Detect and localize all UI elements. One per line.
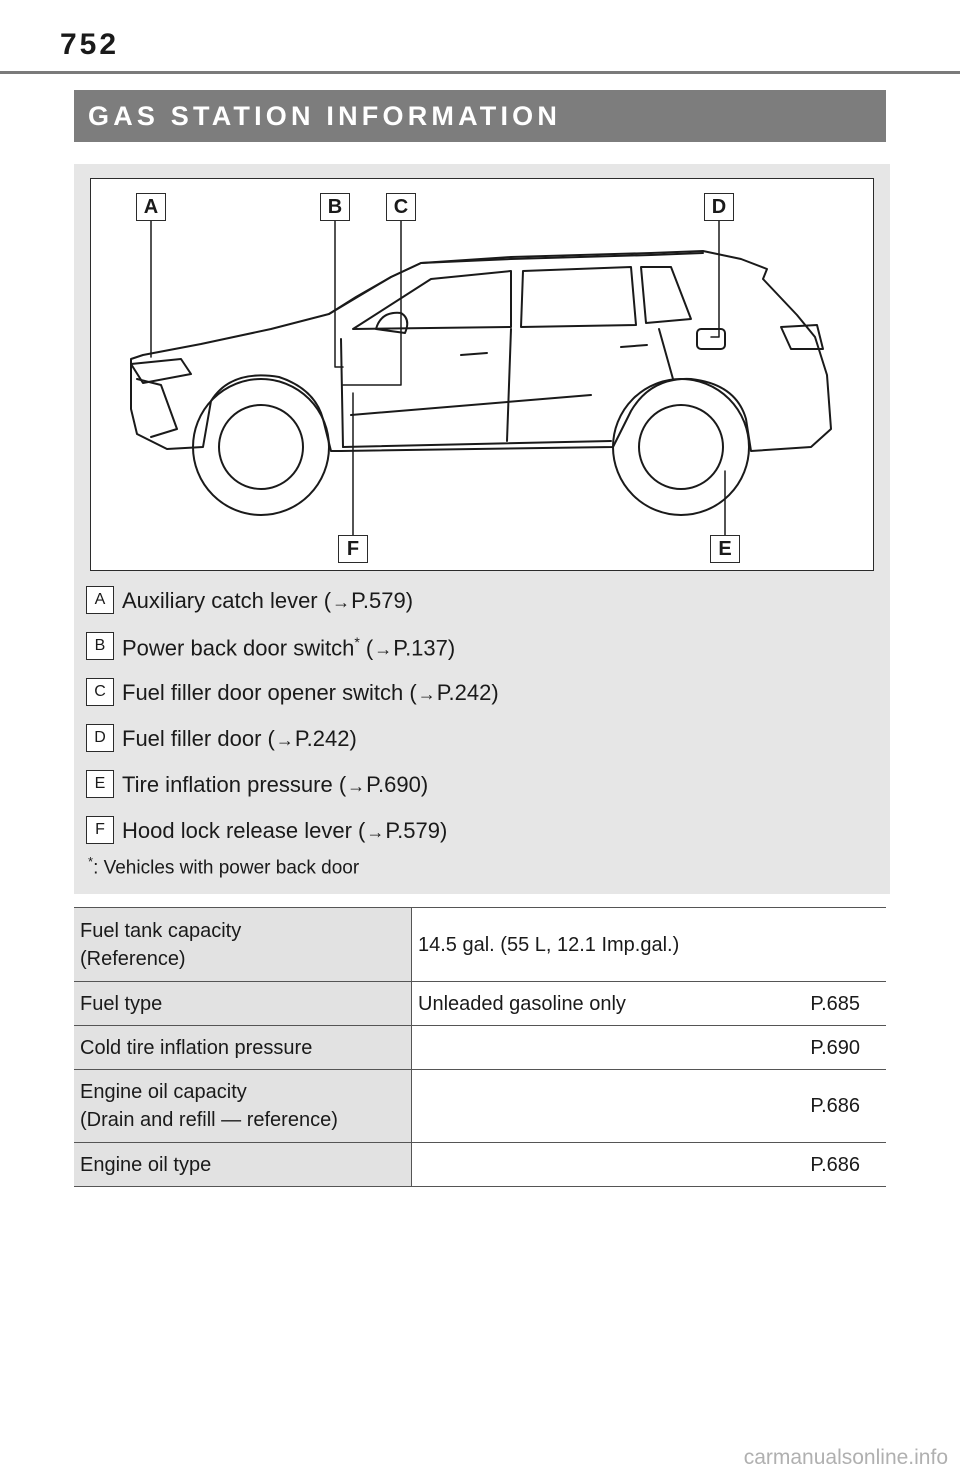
asterisk-mark: *: [354, 634, 360, 650]
legend-badge: E: [86, 770, 114, 798]
callout-d: D: [704, 193, 734, 221]
car-front-hub: [219, 405, 303, 489]
car-rear-door-line: [507, 329, 511, 441]
car-fuel-filler-door: [697, 329, 725, 349]
legend-text: Fuel filler door opener switch (→P.242): [122, 680, 499, 705]
car-character-line: [351, 395, 591, 415]
car-rear-hub: [639, 405, 723, 489]
page-reference-link[interactable]: P.579): [385, 818, 448, 843]
row-reference[interactable]: [754, 908, 886, 982]
car-rocker-panel: [343, 441, 611, 447]
footnote-asterisk: *: [88, 854, 94, 869]
leader-line-c: [343, 219, 401, 385]
car-quarter-window: [641, 267, 691, 323]
legend-text: Fuel filler door (→P.242): [122, 726, 357, 751]
car-front-door-handle: [461, 353, 487, 355]
footnote: *: Vehicles with power back door: [88, 854, 360, 879]
page-reference-link[interactable]: P.242): [436, 680, 499, 705]
car-rear-quarter-line: [659, 329, 673, 379]
leader-line-d: [711, 219, 719, 337]
car-rear-window: [521, 267, 636, 327]
page-reference-link[interactable]: P.242): [294, 726, 357, 751]
row-reference[interactable]: P.686: [754, 1143, 886, 1187]
legend-badge: F: [86, 816, 114, 844]
section-title: GAS STATION INFORMATION: [74, 90, 886, 142]
row-value: [412, 1143, 755, 1187]
row-reference[interactable]: P.686: [754, 1070, 886, 1143]
vehicle-diagram: [90, 178, 874, 571]
page-reference-link[interactable]: P.690): [366, 772, 429, 797]
car-rear-door-handle: [621, 345, 647, 347]
car-body-outline: [131, 251, 831, 451]
page-reference-link[interactable]: P.137): [393, 635, 456, 661]
row-value: 14.5 gal. (55 L, 12.1 Imp.gal.): [412, 908, 755, 982]
watermark: carmanualsonline.info: [743, 1446, 948, 1469]
row-value: [412, 1026, 755, 1070]
callout-a: A: [136, 193, 166, 221]
car-roof-line: [329, 253, 703, 314]
row-label: Fuel type: [74, 982, 412, 1026]
row-value: [412, 1070, 755, 1143]
legend-text: Hood lock release lever (→P.579): [122, 818, 448, 843]
car-front-window: [353, 271, 511, 329]
row-value: Unleaded gasoline only: [412, 982, 755, 1026]
car-rear-wheel: [613, 379, 749, 515]
car-headlight: [131, 359, 191, 383]
callout-e: E: [710, 535, 740, 563]
table-row: [74, 1143, 886, 1187]
page-number: 752: [60, 28, 120, 61]
arrow-icon: →: [366, 822, 385, 842]
legend-badge: D: [86, 724, 114, 752]
suv-side-view-illustration: [91, 179, 875, 572]
legend-text: Auxiliary catch lever (→P.579): [122, 588, 414, 613]
arrow-icon: →: [332, 592, 351, 612]
car-side-mirror: [376, 313, 407, 333]
spec-table: [74, 907, 886, 1187]
callout-b: B: [320, 193, 350, 221]
row-label: Cold tire inflation pressure: [74, 1026, 412, 1070]
table-row: [74, 1026, 886, 1070]
callout-f: F: [338, 535, 368, 563]
legend-text: Tire inflation pressure (→P.690): [122, 772, 429, 797]
row-reference[interactable]: P.685: [754, 982, 886, 1026]
row-label: Engine oil capacity (Drain and refill — reference): [74, 1070, 412, 1143]
page-reference-link[interactable]: P.579): [351, 588, 414, 613]
arrow-icon: →: [374, 639, 393, 660]
arrow-icon: →: [417, 684, 436, 704]
arrow-icon: →: [275, 730, 294, 750]
arrow-icon: →: [347, 776, 366, 796]
row-label: Fuel tank capacity (Reference): [74, 908, 412, 982]
header-rule: [0, 71, 960, 74]
callout-c: C: [386, 193, 416, 221]
row-label: Engine oil type: [74, 1143, 412, 1187]
table-row: [74, 1070, 886, 1143]
legend-badge: A: [86, 586, 114, 614]
legend-badge: C: [86, 678, 114, 706]
car-front-grille: [137, 379, 177, 437]
legend-badge: B: [86, 632, 114, 660]
table-row: [74, 982, 886, 1026]
legend-text: Power back door switch* (→P.137): [122, 634, 456, 661]
table-row: [74, 908, 886, 982]
row-reference[interactable]: P.690: [754, 1026, 886, 1070]
car-front-wheel: [193, 379, 329, 515]
car-front-door-line: [341, 339, 343, 447]
